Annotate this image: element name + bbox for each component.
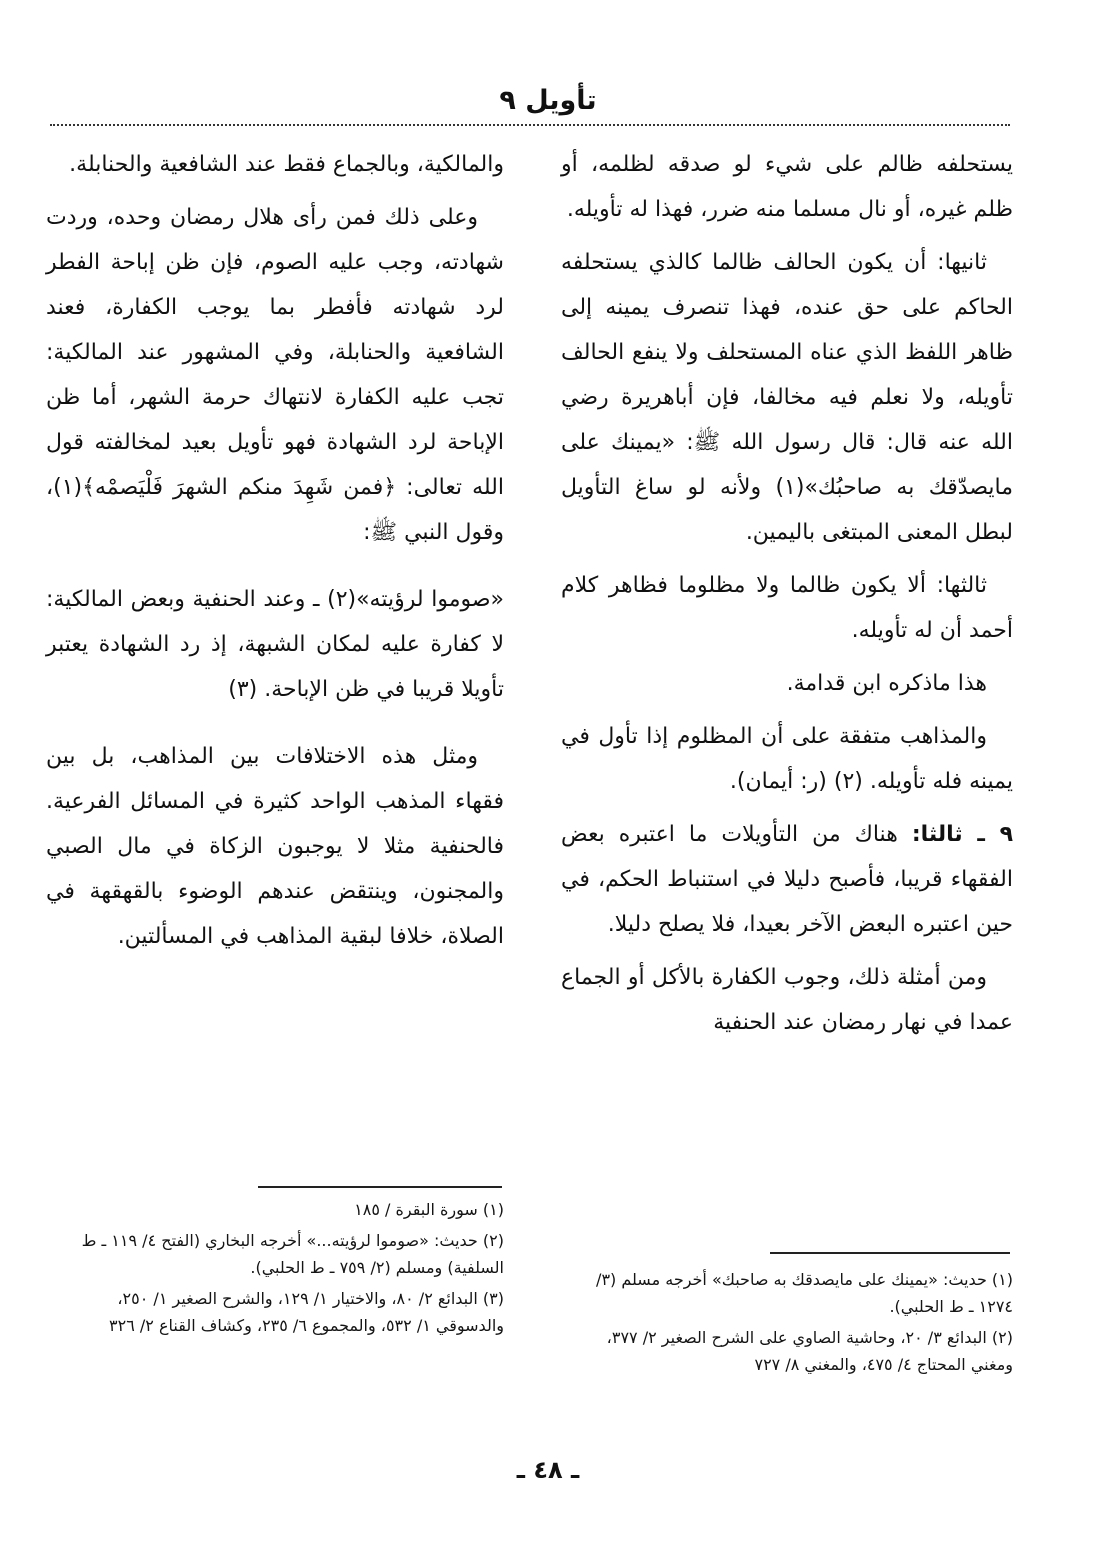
right-column bbox=[561, 142, 1013, 1053]
paragraph: «صوموا لرؤيته»(٢) ـ وعند الحنفية وبعض المالكية: لا كفارة عليه لمكان الشبهة، إذ رد الشهادة يعتبر تأويلا قريبا في ظن الإباحة. (٣) bbox=[46, 587, 504, 702]
footnote: (٣) البدائع ٢/ ٨٠، والاختيار ١/ ١٢٩، والشرح الصغير ١/ ٢٥٠، والدسوقي ١/ ٥٣٢، والمجموع ٦/ ٢٣٥، وكشاف القناع ٢/ ٣٢٦ bbox=[109, 1289, 504, 1335]
paragraph: ومن أمثلة ذلك، وجوب الكفارة بالأكل أو الجماع عمدا في نهار رمضان عند الحنفية bbox=[561, 965, 1013, 1035]
item-9-text: هناك من التأويلات ما اعتبره بعض الفقهاء قريبا، فأصبح دليلا في استنباط الحكم، في حين اعتبره البعض الآخر بعيدا، فلا يصلح دليلا. bbox=[561, 822, 1013, 937]
header-dotted-divider bbox=[50, 124, 1010, 126]
page-header-title: تأويل ٩ bbox=[499, 85, 597, 116]
page-number: ـ ٤٨ ـ bbox=[516, 1456, 580, 1484]
left-column bbox=[46, 142, 504, 967]
footnotes-right bbox=[561, 1266, 1013, 1382]
footnote: (١) سورة البقرة / ١٨٥ bbox=[354, 1200, 504, 1219]
footnote-divider-right bbox=[770, 1252, 1010, 1254]
footnote: (٢) البدائع ٣/ ٢٠، وحاشية الصاوي على الشرح الصغير ٢/ ٣٧٧، ومغني المحتاج ٤/ ٤٧٥، والمغني ٨/ ٧٢٧ bbox=[606, 1328, 1013, 1374]
paragraph: ومثل هذه الاختلافات بين المذاهب، بل بين فقهاء المذهب الواحد كثيرة في المسائل الفرعية. فالحنفية مثلا لا يوجبون الزكاة في مال الصبي والمجنون، وينتقض عندهم الوضوء بالقهقهة في الصلاة، خلافا لبقية المذاهب في المسألتين. bbox=[46, 744, 504, 949]
paragraph: وعلى ذلك فمن رأى هلال رمضان وحده، وردت شهادته، وجب عليه الصوم، فإن ظن إباحة الفطر لرد شهادته فأفطر بما يوجب الكفارة، فعند الشافعية والحنابلة، وفي المشهور عند المالكية: تجب عليه الكفارة لانتهاك حرمة الشهر، أما ظن الإباحة لرد الشهادة فهو تأويل بعيد لمخالفته قول الله تعالى: ﴿فمن شَهِدَ منكم الشهرَ فَلْيَصمْه﴾(١)، وقول النبي ﷺ: bbox=[46, 205, 504, 545]
numbered-item-9 bbox=[561, 812, 1013, 947]
paragraph: يستحلفه ظالم على شيء لو صدقه لظلمه، أو ظلم غيره، أو نال مسلما منه ضرر، فهذا له تأويله. bbox=[561, 152, 1013, 222]
footnote-divider-left bbox=[258, 1186, 502, 1188]
paragraph: ثالثها: ألا يكون ظالما ولا مظلوما فظاهر كلام أحمد أن له تأويله. bbox=[561, 573, 1013, 643]
paragraph: والمذاهب متفقة على أن المظلوم إذا تأول في يمينه فله تأويله. (٢) (ر: أيمان). bbox=[561, 724, 1013, 794]
footnote: (٢) حديث: «صوموا لرؤيته...» أخرجه البخاري (الفتح ٤/ ١١٩ ـ ط السلفية) ومسلم (٢/ ٧٥٩ ـ ط الحلبي). bbox=[81, 1231, 504, 1277]
item-9-label: ٩ ـ ثالثا: bbox=[911, 822, 1013, 847]
footnotes-left bbox=[46, 1196, 504, 1343]
paragraph: ثانيها: أن يكون الحالف ظالما كالذي يستحلفه الحاكم على حق عنده، فهذا تنصرف يمينه إلى ظاهر اللفظ الذي عناه المستحلف ولا ينفع الحالف تأويله، ولا نعلم فيه مخالفا، فإن أباهريرة رضي الله عنه قال: قال رسول الله ﷺ: «يمينك على مايصدّقك به صاحبُك»(١) ولأنه لو ساغ التأويل لبطل المعنى المبتغى باليمين. bbox=[561, 250, 1014, 545]
footnote: (١) حديث: «يمينك على مايصدقك به صاحبك» أخرجه مسلم (٣/ ١٢٧٤ ـ ط الحلبي). bbox=[596, 1270, 1013, 1316]
paragraph: والمالكية، وبالجماع فقط عند الشافعية والحنابلة. bbox=[69, 152, 504, 177]
paragraph: هذا ماذكره ابن قدامة. bbox=[786, 671, 987, 696]
